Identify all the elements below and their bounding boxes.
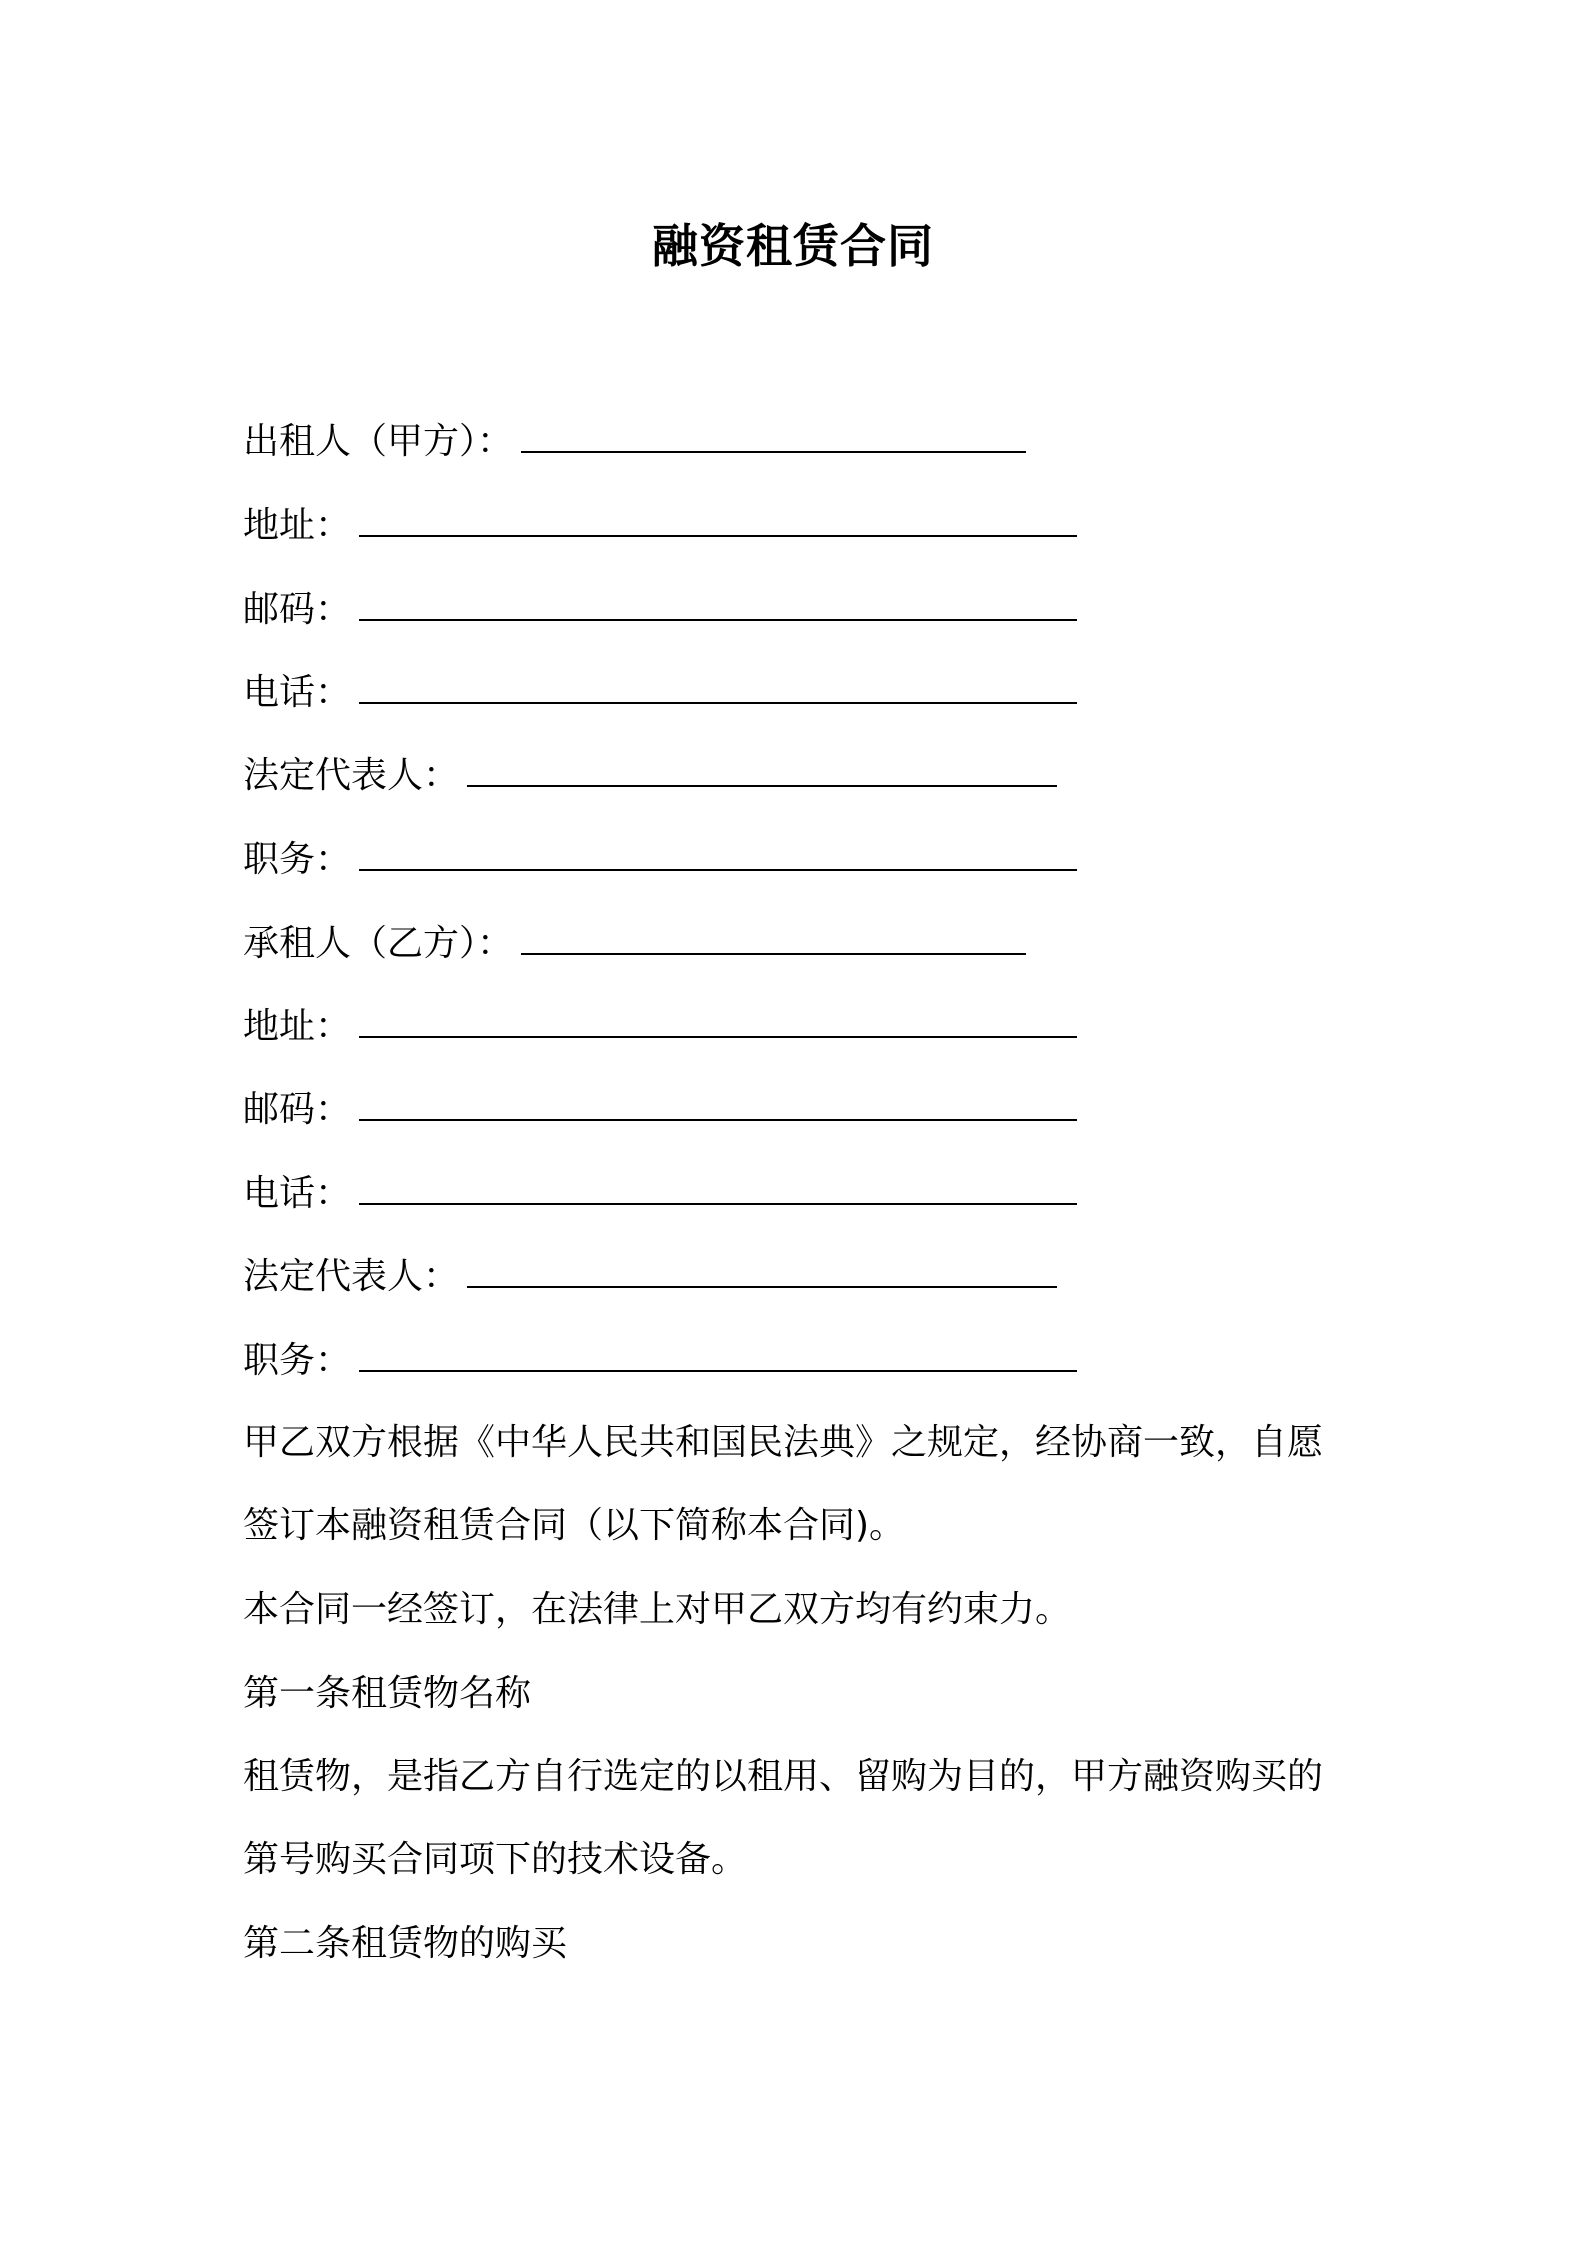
party-a-postcode-line <box>243 588 1077 632</box>
party-b-heading-line <box>243 922 1026 966</box>
party-b-postcode-blank <box>359 1089 1077 1121</box>
party-a-position-line <box>243 838 1077 882</box>
party-b-legal-rep-line <box>243 1255 1057 1299</box>
party-b-position-label: 职务： <box>243 1340 352 1381</box>
party-a-phone-blank <box>359 672 1077 704</box>
party-b-position-blank <box>359 1340 1077 1372</box>
binding-statement: 本合同一经签订，在法律上对甲乙双方均有约束力。 <box>243 1589 1072 1630</box>
party-a-phone-line <box>243 671 1077 715</box>
party-a-legal-rep-line <box>243 754 1057 798</box>
party-a-position-label: 职务： <box>243 839 352 880</box>
party-a-legal-rep-blank <box>467 755 1057 787</box>
party-a-phone-label: 电话： <box>243 672 352 713</box>
party-b-address-blank <box>359 1006 1077 1038</box>
party-b-postcode-line <box>243 1088 1077 1132</box>
party-b-address-label: 地址： <box>243 1006 352 1047</box>
document-title: 融资租赁合同 <box>652 219 934 273</box>
party-b-position-line <box>243 1339 1077 1383</box>
party-a-postcode-blank <box>359 589 1077 621</box>
article-1-text-line-1: 租赁物，是指乙方自行选定的以租用、留购为目的，甲方融资购买的 <box>243 1756 1324 1797</box>
article-1-heading: 第一条租赁物名称 <box>243 1673 532 1714</box>
party-b-phone-label: 电话： <box>243 1173 352 1214</box>
party-b-heading: 承租人（乙方）： <box>243 923 514 964</box>
party-b-legal-rep-blank <box>467 1256 1057 1288</box>
party-b-name-blank <box>521 923 1026 955</box>
party-a-heading: 出租人（甲方）： <box>243 421 514 462</box>
party-a-address-line <box>243 504 1077 548</box>
party-a-legal-rep-label: 法定代表人： <box>243 755 460 796</box>
party-b-legal-rep-label: 法定代表人： <box>243 1256 460 1297</box>
article-2-heading: 第二条租赁物的购买 <box>243 1923 568 1964</box>
party-a-name-blank <box>521 421 1026 453</box>
party-a-address-blank <box>359 505 1077 537</box>
intro-line-2: 签订本融资租赁合同（以下简称本合同)。 <box>243 1505 906 1546</box>
intro-line-1: 甲乙双方根据《中华人民共和国民法典》之规定，经协商一致，自愿 <box>243 1422 1324 1463</box>
party-a-position-blank <box>359 839 1077 871</box>
party-b-phone-blank <box>359 1173 1077 1205</box>
party-b-phone-line <box>243 1172 1077 1216</box>
party-a-postcode-label: 邮码： <box>243 589 352 630</box>
article-1-text-line-2: 第号购买合同项下的技术设备。 <box>243 1839 748 1880</box>
party-a-address-label: 地址： <box>243 505 352 546</box>
party-b-address-line <box>243 1005 1077 1049</box>
party-a-heading-line <box>243 420 1026 464</box>
party-b-postcode-label: 邮码： <box>243 1089 352 1130</box>
